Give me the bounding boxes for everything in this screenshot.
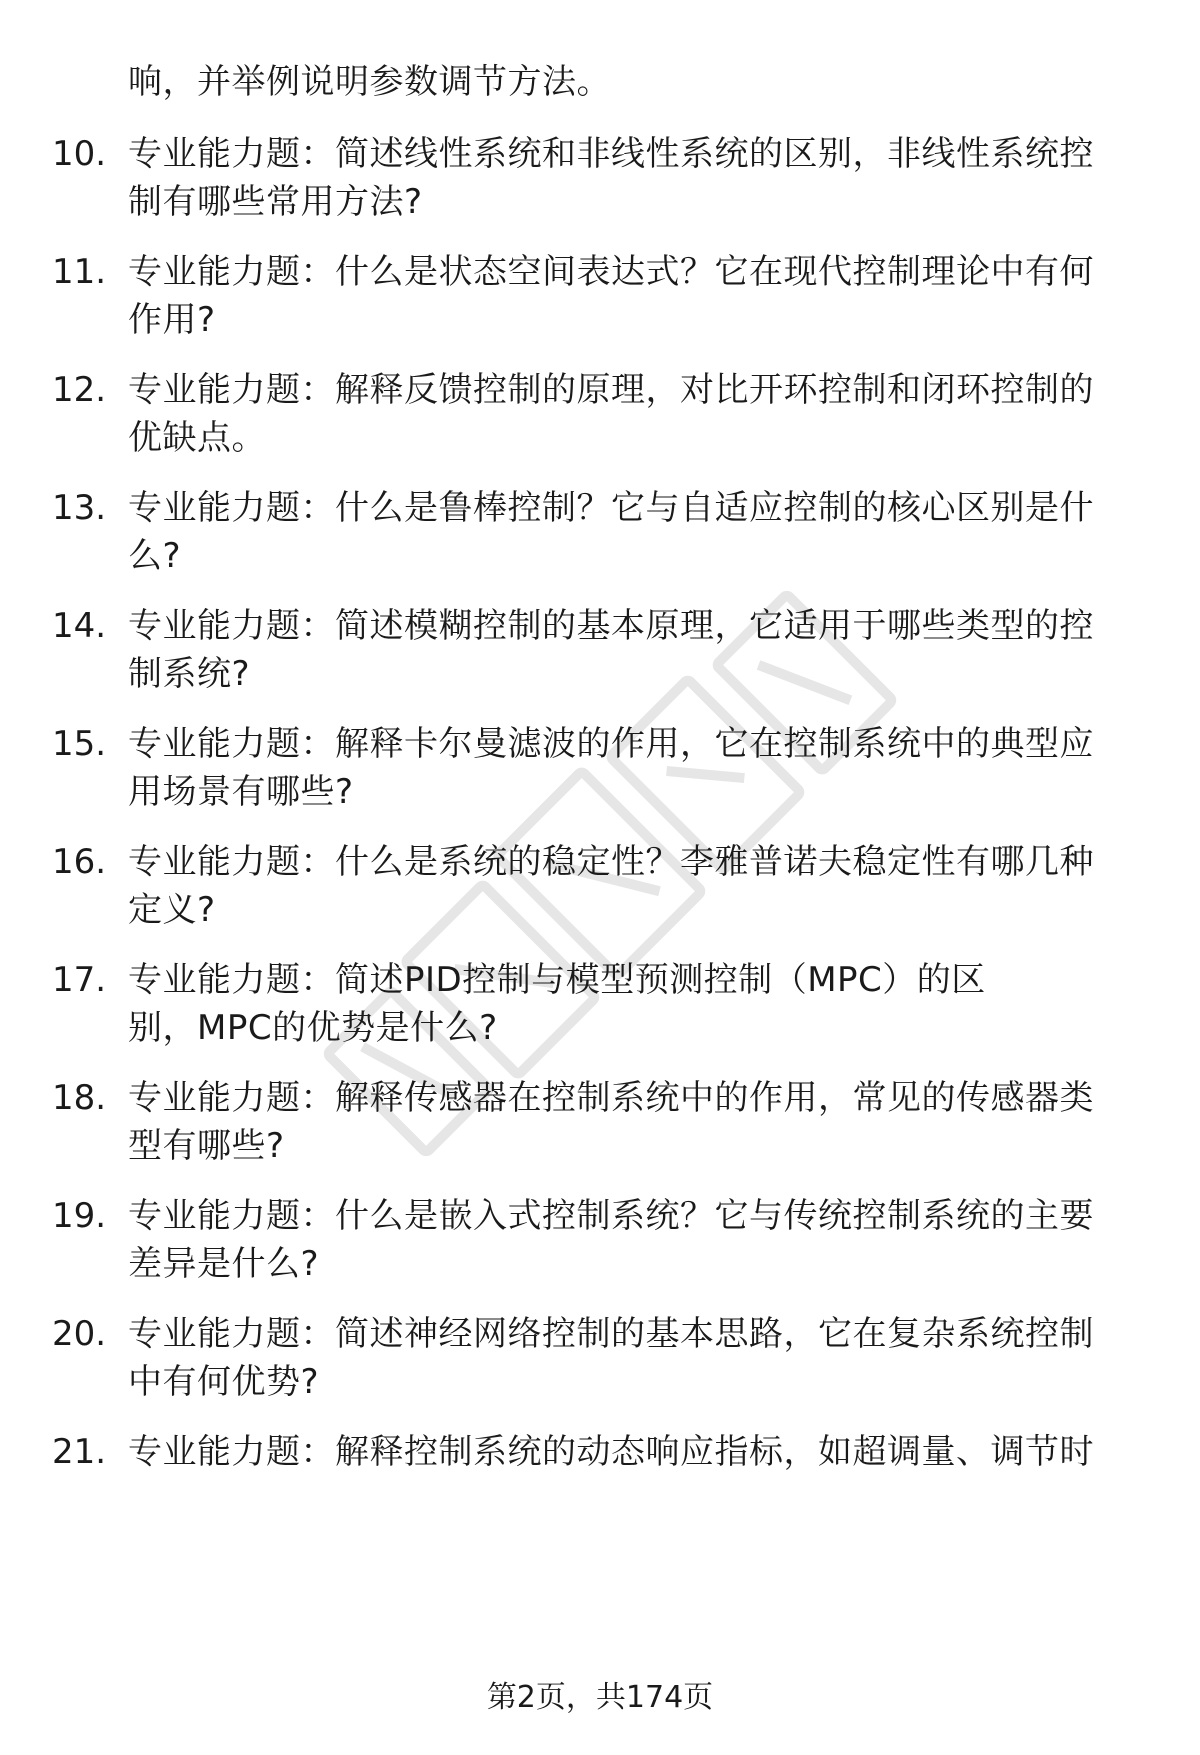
- question-item: [0, 130, 1200, 230]
- question-line: 专业能力题：解释反馈控制的原理，对比开环控制和闭环控制的: [128, 370, 1094, 410]
- question-item: [0, 720, 1200, 820]
- continued-question-text: 响，并举例说明参数调节方法。: [128, 62, 611, 102]
- question-line: 用场景有哪些?: [128, 772, 354, 812]
- question-item: [0, 1074, 1200, 1174]
- question-number: 13.: [52, 488, 107, 528]
- question-line: 中有何优势?: [128, 1362, 320, 1402]
- question-line: 差异是什么?: [128, 1244, 320, 1284]
- question-number: 20.: [52, 1314, 107, 1354]
- question-item: [0, 366, 1200, 466]
- question-number: 14.: [52, 606, 107, 646]
- question-line: 定义?: [128, 890, 216, 930]
- question-line: 么?: [128, 536, 182, 576]
- question-line: 专业能力题：简述神经网络控制的基本思路，它在复杂系统控制: [128, 1314, 1094, 1354]
- question-line: 专业能力题：什么是状态空间表达式？它在现代控制理论中有何: [128, 252, 1094, 292]
- question-number: 16.: [52, 842, 107, 882]
- question-text: [128, 956, 1138, 1052]
- question-text: [128, 248, 1138, 344]
- question-number: 21.: [52, 1432, 107, 1472]
- question-line: 制有哪些常用方法?: [128, 182, 423, 222]
- question-number: 19.: [52, 1196, 107, 1236]
- question-text: [128, 130, 1138, 226]
- question-text: [128, 838, 1138, 934]
- question-item: [0, 484, 1200, 584]
- question-item: [0, 248, 1200, 348]
- question-line: 专业能力题：解释卡尔曼滤波的作用，它在控制系统中的典型应: [128, 724, 1094, 764]
- question-line: 专业能力题：解释控制系统的动态响应指标，如超调量、调节时: [128, 1432, 1094, 1472]
- question-line: 专业能力题：解释传感器在控制系统中的作用，常见的传感器类: [128, 1078, 1094, 1118]
- question-line: 专业能力题：什么是系统的稳定性？李雅普诺夫稳定性有哪几种: [128, 842, 1094, 882]
- question-line: 制系统?: [128, 654, 251, 694]
- question-text: [128, 484, 1138, 580]
- question-text: [128, 1074, 1138, 1170]
- question-number: 17.: [52, 960, 107, 1000]
- question-text: [128, 366, 1138, 462]
- question-line: 优缺点。: [128, 418, 266, 458]
- question-number: 10.: [52, 134, 107, 174]
- question-text: [128, 720, 1138, 816]
- question-line: 专业能力题：简述模糊控制的基本原理，它适用于哪些类型的控: [128, 606, 1094, 646]
- question-text: [128, 1310, 1138, 1406]
- question-line: 别，MPC的优势是什么?: [128, 1008, 498, 1048]
- question-line: 作用?: [128, 300, 216, 340]
- question-line: 专业能力题：简述线性系统和非线性系统的区别，非线性系统控: [128, 134, 1094, 174]
- question-number: 12.: [52, 370, 107, 410]
- question-text: [128, 602, 1138, 698]
- question-item: [0, 602, 1200, 702]
- question-line: 型有哪些?: [128, 1126, 285, 1166]
- question-text: [128, 1428, 1138, 1476]
- question-item: [0, 1192, 1200, 1292]
- question-number: 18.: [52, 1078, 107, 1118]
- question-item: [0, 956, 1200, 1056]
- question-item: [0, 1428, 1200, 1528]
- question-item: [0, 838, 1200, 938]
- question-item: [0, 1310, 1200, 1410]
- question-number: 11.: [52, 252, 107, 292]
- question-line: 专业能力题：简述PID控制与模型预测控制（MPC）的区: [128, 960, 986, 1000]
- question-text: [128, 1192, 1138, 1288]
- question-line: 专业能力题：什么是鲁棒控制？它与自适应控制的核心区别是什: [128, 488, 1094, 528]
- question-number: 15.: [52, 724, 107, 764]
- question-line: 专业能力题：什么是嵌入式控制系统？它与传统控制系统的主要: [128, 1196, 1094, 1236]
- page-footer: 第2页，共174页: [486, 1680, 714, 1715]
